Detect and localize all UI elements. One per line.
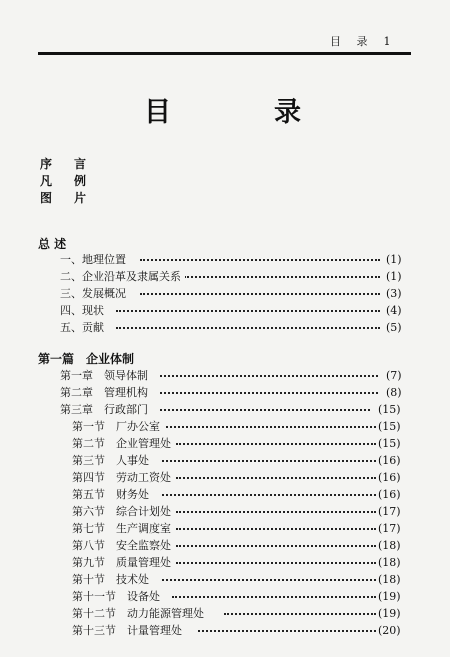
toc-section-page: (17) [378,505,401,518]
toc-section [72,469,412,486]
toc-chapter [60,401,412,418]
toc-section-label: 第三节 人事处 [72,452,153,469]
leader-dots [184,276,380,278]
part-heading: 第一篇 企业体制 [38,352,135,366]
toc-entry-label: 一、地理位置 [60,251,130,268]
toc-section-label: 第六节 综合计划处 [72,503,175,520]
toc-entry [60,285,412,302]
toc-section-page: (16) [378,488,401,501]
toc-entry-page: (1) [386,270,402,283]
toc-chapter-page: (7) [386,369,402,382]
toc-chapter-page: (8) [386,386,402,399]
toc-section-label: 第二节 企业管理处 [72,435,175,452]
running-head-title: 目 录 [330,35,374,48]
leader-dots [172,596,376,598]
leader-dots [176,562,376,564]
leader-dots [176,528,376,530]
toc-section [72,452,412,469]
leader-dots [140,259,380,261]
toc-section-page: (19) [378,607,401,620]
toc-entry-label: 三、发展概况 [60,285,130,302]
running-head [330,33,392,49]
toc-section-page: (19) [378,590,401,603]
toc-section [72,418,412,435]
leader-dots [198,630,376,632]
front-matter-preface: 序言 [40,157,109,171]
toc-entry-label: 五、贡献 [60,319,108,336]
toc-section [72,588,412,605]
overview-heading: 总 述 [38,237,67,251]
toc-section [72,554,412,571]
toc-section-page: (18) [378,573,401,586]
toc-chapter-label: 第二章 管理机构 [60,384,152,401]
header-rule [38,52,411,55]
toc-chapter-label: 第一章 领导体制 [60,367,152,384]
toc-section-label: 第四节 劳动工资处 [72,469,175,486]
toc-entry [60,319,412,336]
toc-section-label: 第七节 生产调度室 [72,520,175,537]
toc-section [72,622,412,639]
toc-section-label: 第十三节 计量管理处 [72,622,186,639]
toc-section-label: 第九节 质量管理处 [72,554,175,571]
leader-dots [176,477,376,479]
leader-dots [160,375,378,377]
toc-section [72,435,412,452]
leader-dots [176,443,376,445]
toc-chapter [60,384,412,401]
toc-entry [60,251,412,268]
toc-section [72,520,412,537]
toc-section-label: 第十二节 动力能源管理处 [72,605,208,622]
page-number: 1 [383,35,392,48]
page-title-char-1: 目 [144,97,171,128]
toc-chapter-page: (15) [378,403,401,416]
toc-section-page: (16) [378,471,401,484]
toc-section-page: (18) [378,556,401,569]
leader-dots [160,409,370,411]
toc-section-label: 第八节 安全监察处 [72,537,175,554]
toc-section-label: 第五节 财务处 [72,486,153,503]
toc-entry-label: 四、现状 [60,302,108,319]
toc-section-label: 第一节 厂办公室 [72,418,164,435]
leader-dots [140,293,380,295]
toc-section [72,571,412,588]
toc-entry [60,302,412,319]
front-matter-guide: 凡例 [40,174,109,188]
leader-dots [176,545,376,547]
toc-section-label: 第十节 技术处 [72,571,153,588]
page-title-char-2: 录 [274,97,301,128]
toc-section [72,486,412,503]
toc-section-page: (16) [378,454,401,467]
toc-section-page: (18) [378,539,401,552]
toc-section-page: (15) [378,437,401,450]
leader-dots [176,511,376,513]
leader-dots [162,494,376,496]
toc-entry-label: 二、企业沿革及隶属关系 [60,268,185,285]
toc-section [72,605,412,622]
leader-dots [116,310,380,312]
leader-dots [162,460,376,462]
toc-entry-page: (1) [386,253,402,266]
leader-dots [224,613,376,615]
toc-section [72,503,412,520]
toc-section-page: (17) [378,522,401,535]
toc-section-label: 第十一节 设备处 [72,588,164,605]
front-matter-pictures: 图片 [40,191,109,205]
leader-dots [160,392,378,394]
toc-entry-page: (5) [386,321,402,334]
toc-section-page: (20) [378,624,401,637]
toc-chapter-label: 第三章 行政部门 [60,401,152,418]
leader-dots [162,426,376,428]
toc-chapter [60,367,412,384]
toc-section-page: (15) [378,420,401,433]
leader-dots [116,327,380,329]
front-matter-list [40,156,108,207]
toc-entry [60,268,412,285]
toc-entry-page: (3) [386,287,402,300]
toc-entry-page: (4) [386,304,402,317]
toc-section [72,537,412,554]
leader-dots [162,579,376,581]
